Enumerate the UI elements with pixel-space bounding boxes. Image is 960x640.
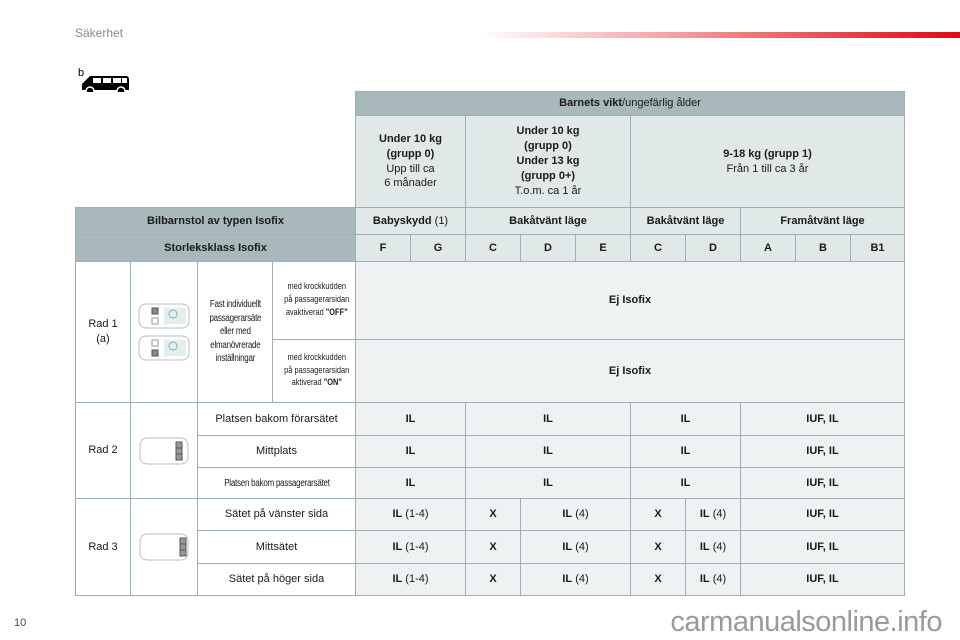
seat-name: Platsen bakom passagerarsätet	[198, 468, 356, 499]
cell-value: IL	[631, 403, 741, 436]
cell-value: IL	[631, 436, 741, 468]
size-class: D	[686, 235, 741, 262]
seat-type: Babyskydd (1)	[356, 208, 466, 235]
van-label: b	[78, 67, 85, 79]
size-class: E	[576, 235, 631, 262]
cell-value: IL (4)	[521, 564, 631, 596]
seat-name: Mittplats	[198, 436, 356, 468]
weight-group-0-plus: Under 10 kg (grupp 0) Under 13 kg (grupp 0+) T.o.m. ca 1 år	[466, 116, 631, 208]
cell-value: IL (4)	[686, 531, 741, 564]
cell-value: X	[631, 531, 686, 564]
cell-value: IL	[466, 468, 631, 499]
seat-type: Bakåtvänt läge	[631, 208, 741, 235]
cell-value: IUF, IL	[741, 436, 905, 468]
cell-value: IUF, IL	[741, 531, 905, 564]
size-class: B1	[851, 235, 905, 262]
cell-value: IUF, IL	[741, 564, 905, 596]
cell-value: X	[466, 531, 521, 564]
cell-value: X	[466, 499, 521, 531]
cell-value: X	[466, 564, 521, 596]
size-class: G	[411, 235, 466, 262]
size-class: B	[796, 235, 851, 262]
seat-type: Bakåtvänt läge	[466, 208, 631, 235]
size-class: A	[741, 235, 796, 262]
cell-value: IUF, IL	[741, 468, 905, 499]
weight-group-0: Under 10 kg (grupp 0) Upp till ca 6 månader	[356, 116, 466, 208]
size-class: F	[356, 235, 411, 262]
row-label-rad3: Rad 3	[76, 499, 131, 596]
seat-type-label: Bilbarnstol av typen Isofix	[76, 208, 356, 235]
section-title: Säkerhet	[75, 26, 124, 40]
seat-type: Framåtvänt läge	[741, 208, 905, 235]
car-front-seat-icon	[131, 262, 198, 403]
cell-value: IL	[466, 436, 631, 468]
cell-value: X	[631, 499, 686, 531]
cell-value: IL (4)	[686, 564, 741, 596]
cell-value: IUF, IL	[741, 499, 905, 531]
cell-value: IL (1-4)	[356, 499, 466, 531]
rad1-off-value: Ej Isofix	[356, 262, 905, 340]
weight-header: Barnets vikt/ungefärlig ålder	[356, 92, 905, 116]
cell-value: IL	[356, 436, 466, 468]
seat-name: Sätet på vänster sida	[198, 499, 356, 531]
cell-value: IL (4)	[521, 531, 631, 564]
size-class: D	[521, 235, 576, 262]
cell-value: IL	[356, 468, 466, 499]
rad1-on-value: Ej Isofix	[356, 340, 905, 403]
watermark[interactable]: carmanualsonline.info	[670, 606, 942, 638]
weight-group-1: 9-18 kg (grupp 1) Från 1 till ca 3 år	[631, 116, 905, 208]
size-class-label: Storleksklass Isofix	[76, 235, 356, 262]
cell-value: IL (4)	[521, 499, 631, 531]
airbag-off-condition: med krockkudden på passagerarsidan avaktiverad "OFF"	[273, 262, 356, 340]
row-label-rad1: Rad 1 (a)	[76, 262, 131, 403]
cell-value: IL	[356, 403, 466, 436]
seat-name: Sätet på höger sida	[198, 564, 356, 596]
header-accent-line	[480, 32, 960, 38]
cell-value: X	[631, 564, 686, 596]
row-label-rad2: Rad 2	[76, 403, 131, 499]
car-row2-icon	[131, 403, 198, 499]
airbag-on-condition: med krockkudden på passagerarsidan aktiverad "ON"	[273, 340, 356, 403]
rad1-seat-description: Fast individuellt passagerarsäte eller med elmanövrerade inställningar	[198, 262, 273, 403]
car-row3-icon	[131, 499, 198, 596]
page-number: 10	[14, 617, 27, 629]
cell-value: IUF, IL	[741, 403, 905, 436]
cell-value: IL (1-4)	[356, 531, 466, 564]
isofix-table	[75, 91, 905, 596]
cell-value: IL (1-4)	[356, 564, 466, 596]
seat-name: Mittsätet	[198, 531, 356, 564]
size-class: C	[466, 235, 521, 262]
cell-value: IL (4)	[686, 499, 741, 531]
seat-name: Platsen bakom förarsätet	[198, 403, 356, 436]
size-class: C	[631, 235, 686, 262]
cell-value: IL	[466, 403, 631, 436]
cell-value: IL	[631, 468, 741, 499]
